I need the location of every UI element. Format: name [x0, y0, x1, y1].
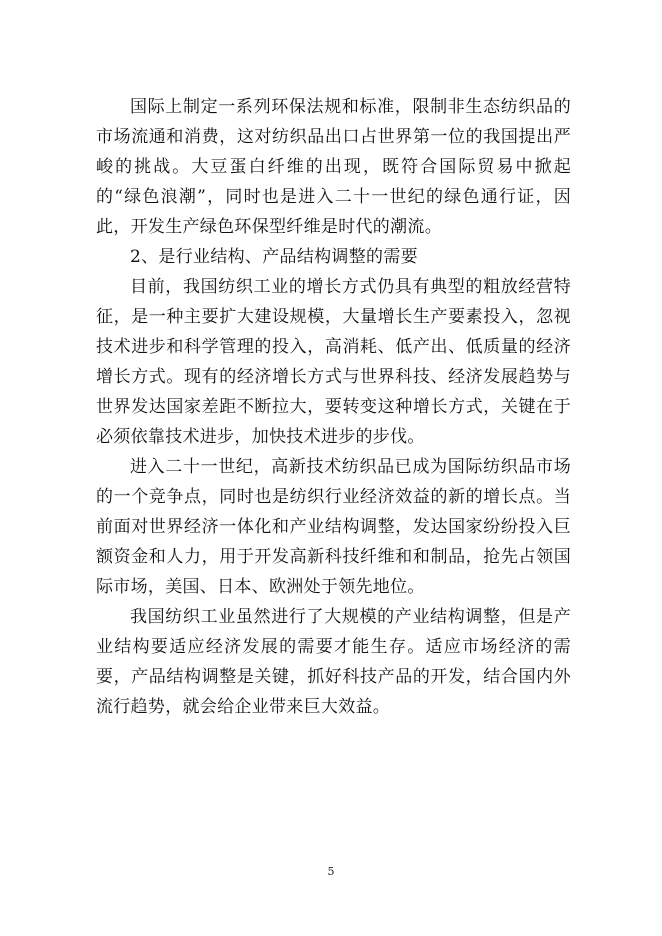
section-heading: 2、是行业结构、产品结构调整的需要 — [130, 247, 418, 267]
paragraph-growth-mode: 目前，我国纺织工业的增长方式仍具有典型的粗放经营特征，是一种主要扩大建设规模，大量增长生产要素投入，忽视技术进步和科学管理的投入，高消耗、低产出、低质量的经济增长方式。现有的经济增长方式与世界科技、经济发展趋势与世界发达国家差距不断拉大，要转变这种增长方式，关键在于必须依靠技术进步，加快技术进步的步伐。 — [96, 277, 571, 447]
paragraph-environmental-standards: 国际上制定一系列环保法规和标准，限制非生态纺织品的市场流通和消费，这对纺织品出口占世界第一位的我国提出严峻的挑战。大豆蛋白纤维的出现，既符合国际贸易中掀起的“绿色浪潮”，同时也是进入二十一世纪的绿色通行证，因此，开发生产绿色环保型纤维是时代的潮流。 — [96, 97, 571, 237]
page-number: 5 — [327, 865, 335, 878]
document-body — [96, 92, 571, 722]
paragraph-structure-adjustment: 我国纺织工业虽然进行了大规模的产业结构调整，但是产业结构要适应经济发展的需要才能生存。适应市场经济的需要，产品结构调整是关键，抓好科技产品的开发，结合国内外流行趋势，就会给企业带来巨大效益。 — [96, 607, 571, 717]
paragraph-high-tech-textiles: 进入二十一世纪，高新技术纺织品已成为国际纺织品市场的一个竞争点，同时也是纺织行业经济效益的新的增长点。当前面对世界经济一体化和产业结构调整，发达国家纷纷投入巨额资金和人力，用于开发高新科技纤维和和制品，抢先占领国际市场，美国、日本、欧洲处于领先地位。 — [96, 457, 571, 597]
